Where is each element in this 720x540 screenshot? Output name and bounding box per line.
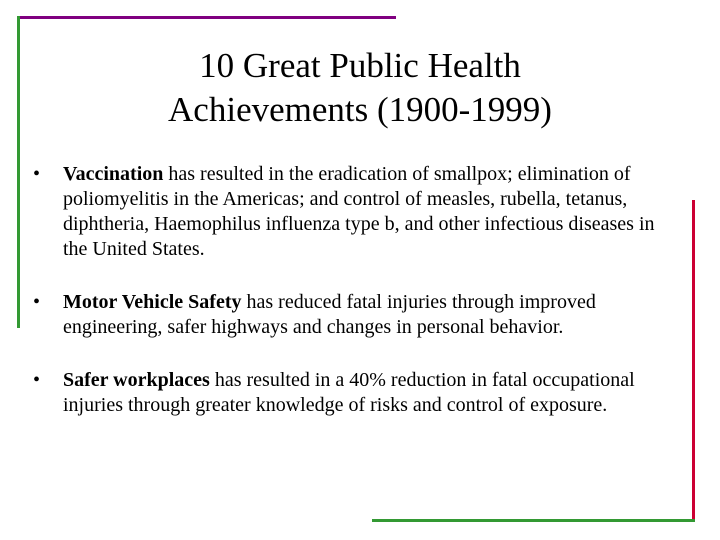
slide-title-line-2: Achievements (1900-1999) (168, 90, 552, 129)
bullet-safer-workplaces (33, 368, 683, 418)
bullet-heading: Motor Vehicle Safety (63, 291, 242, 313)
bullet-list (33, 162, 683, 418)
right-border-line (692, 200, 695, 522)
bullet-heading: Vaccination (63, 163, 164, 185)
bullet-vaccination (33, 162, 683, 262)
bullet-motor-vehicle-safety (33, 290, 683, 340)
slide-title-line-1: 10 Great Public Health (199, 46, 521, 85)
slide-title (20, 44, 700, 132)
bullet-dot: • (33, 291, 41, 313)
bottom-border-line (372, 519, 695, 522)
bullet-dot: • (33, 369, 41, 391)
top-border-line (20, 16, 396, 19)
bullet-dot: • (33, 163, 41, 185)
bullet-heading: Safer workplaces (63, 369, 210, 391)
bullet-text: has resulted in the eradication of smallpox; elimination of poliomyelitis in the Americas; and control of measles, rubella, tetanus, diphtheria, Haemophilus influenza type b, and other infectious diseases in the United States. (63, 163, 655, 260)
bullet-text: has reduced fatal injuries through improved engineering, safer highways and changes in personal behavior. (63, 291, 596, 338)
bullet-text: has resulted in a 40% reduction in fatal occupational injuries through greater knowledge of risks and control of exposure. (63, 369, 635, 416)
